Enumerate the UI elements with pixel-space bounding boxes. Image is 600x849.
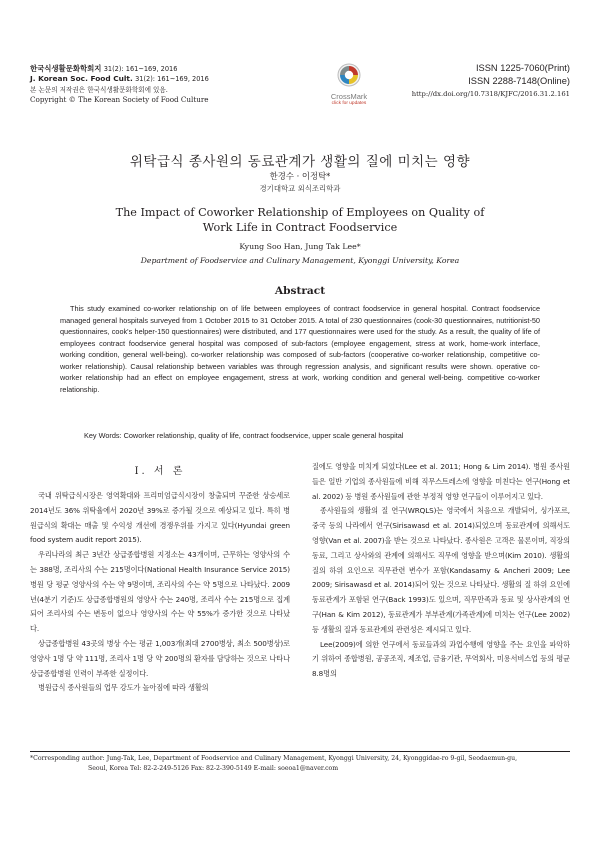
paragraph: 우리나라의 최근 3년간 상급종합병원 지정소는 43개이며, 근무하는 영양사의 수는 388명, 조리사의 수는 215명이다(National Health Insurance Service 2015) 병원 당 평균 영양사의 수는 약 9명이며, 조리사의 수는 약 5명으로 나타났다. 2009년(4분기 기준)도 상급종합병원의 영양사 수는 240명, 조리사 수는 215명으로 집계되어 조리사의 수는 변동이 없으나 영양사의 수는 약 55%가 증가한 것으로 나타났다. — [30, 550, 290, 634]
journal-volume-ko: 31(2): 161~169, 2016 — [103, 65, 178, 73]
authors-english: Kyung Soo Han, Jung Tak Lee* — [239, 242, 361, 251]
paragraph: 국내 위탁급식시장은 영역확대와 프리미엄급식시장이 창출되며 꾸준한 상승세로 2014년도 36% 위탁율에서 2020년 39%로 증가될 것으로 예상되고 있다. 특히 병원급식의 확대는 매출 및 수익성 개선에 경쟁우위를 가지고 있다(Hyundai green food system audit report 2015). — [30, 491, 290, 545]
crossmark-sub: click for updates — [331, 101, 367, 106]
issn-online: ISSN 2288-7148(Online) — [468, 75, 570, 86]
paragraph: 병원급식 종사원들의 업무 강도가 높아짐에 따라 생활의 — [38, 683, 209, 693]
title-english — [30, 206, 570, 235]
body-column-left — [30, 489, 290, 696]
section-heading-introduction: I. 서 론 — [134, 466, 186, 477]
affiliation-korean: 경기대학교 외식조리학과 — [259, 184, 341, 193]
paragraph: 상급종합병원 43곳의 병상 수는 평균 1,003개(최대 2700병상, 최소 500병상)로 영양사 1명 당 약 111명, 조리사 1명 당 약 200명의 환자를 담당하는 것으로 나타나 상급종합병원 인력이 부족한 실정이다. — [30, 638, 290, 678]
footnote-divider — [30, 751, 570, 752]
footnote-line1: *Corresponding author: Jung-Tak, Lee, Department of Foodservice and Culinary Management, Kyonggi University, 24, Kyonggidae-ro 9-gil, Seodaemun-gu, — [30, 755, 518, 762]
issn-block — [370, 62, 570, 98]
footnote-line2: Seoul, Korea Tel: 82-2-249-5126 Fax: 82-2-390-5149 E-mail: soeoa1@naver.com — [88, 765, 339, 772]
abstract-heading: Abstract — [274, 285, 326, 297]
journal-header — [30, 64, 290, 106]
paragraph: 종사원들의 생활의 질 연구(WRQLS)는 영국에서 처음으로 개발되어, 싱가포르, 중국 등의 나라에서 연구(Sirisawasd et al. 2014)되었으며 동료관계에 의해서도 영향(Van et al. 2007)을 받는 것으로 나타났다. 종사원은 고객은 물론이며, 직장의 동료, 그리고 상사와의 관계에 의해서도 직무에 영향을 받으며(Kim 2010). 생활의 질의 하위 요인으로 직무관련 변수가 포함(Kandasamy & Ancheri 2009; Lee 2009; Sirisawasd et al. 2014)되어 있는 것으로 나타났다. 생활의 질 하위 요인에 동료관계가 포함된 연구(Back 1993)도 있으며, 직무만족과 동료 및 상사관계의 연구(Han & Kim 2012), 동료관계가 부부관계(가족관계)에 미치는 연구(Lee 2002) 등 생활의 질과 동료관계의 관련성은 제시되고 있다. — [312, 506, 570, 634]
doi-link[interactable]: http://dx.doi.org/10.7318/KJFC/2016.31.2.161 — [411, 90, 570, 98]
journal-name-en: J. Korean Soc. Food Cult. — [30, 74, 133, 84]
crossmark-label: CrossMark — [330, 92, 368, 101]
journal-name-ko: 한국식생활문화학회지 — [30, 64, 102, 73]
keywords: Key Words: Coworker relationship, quality of life, contract foodservice, upper scale general hospital — [84, 431, 404, 440]
title-english-line1: The Impact of Coworker Relationship of Employees on Quality of — [115, 206, 485, 219]
title-korean: 위탁급식 종사원의 동료관계가 생활의 질에 미치는 영향 — [129, 154, 471, 170]
journal-volume-en: 31(2): 161~169, 2016 — [135, 75, 209, 84]
crossmark-badge[interactable] — [323, 63, 375, 106]
paragraph: 질에도 영향을 미치게 되었다(Lee et al. 2011; Hong & Lim 2014). 병원 종사원들은 일반 기업의 종사원들에 비해 직무스트레스에 영향을 미친다는 연구(Hong et al. 2002) 등 병원 종사원들에 관한 부정적 영향 연구들이 이루어지고 있다. — [312, 462, 570, 501]
issn-print: ISSN 1225-7060(Print) — [475, 63, 570, 73]
affiliation-english: Department of Foodservice and Culinary Management, Kyonggi University, Korea — [140, 256, 460, 265]
authors-korean: 한경수 · 이정탁* — [269, 171, 331, 181]
corresponding-author-footnote — [30, 754, 570, 774]
copyright-line: Copyright © The Korean Society of Food Culture — [30, 95, 209, 105]
paragraph: Lee(2009)에 의한 연구에서 동료들과의 과업수행에 영향을 주는 요인을 파악하기 위하여 종합병원, 공공조직, 제조업, 금융기관, 무역회사, 미용서비스업 등의 평균 8.8명의 — [312, 639, 570, 679]
abstract-text: This study examined co-worker relationship on of life between employees of contract foodservice in general hospital. Contract foodservice managed general hospitals surveyed from 1 October 2015 to 31 October 2015. A total of 230 questionnaires (cook-30 questionnaires, nutritionist-50 questionnaires, cook's helper-150 questionnaires) were distributed, and 177 questionnaires were used for the study. As a result, the quality of life of employees contract foodservice general hospital was composed of sub-factors (employee engagement, stress at work, home-work interface, working condition, general well-being). co-worker relationship was composed of sub-factors (cooperative co-worker relationship, competitive co-worker relationship). Causal relationship between variables was through regression analysis, and significant results were shown. operative co-worker relationship had an effect on employee engagement, stress at work, working condition and general well-being. competitive co-worker relationship. — [60, 304, 540, 394]
crossmark-icon — [337, 63, 361, 87]
body-column-right — [312, 460, 570, 682]
copyright-notice-ko: 본 논문의 저작권은 한국식생활문화학회에 있음. — [30, 85, 168, 94]
title-english-line2: Work Life in Contract Foodservice — [202, 220, 398, 234]
